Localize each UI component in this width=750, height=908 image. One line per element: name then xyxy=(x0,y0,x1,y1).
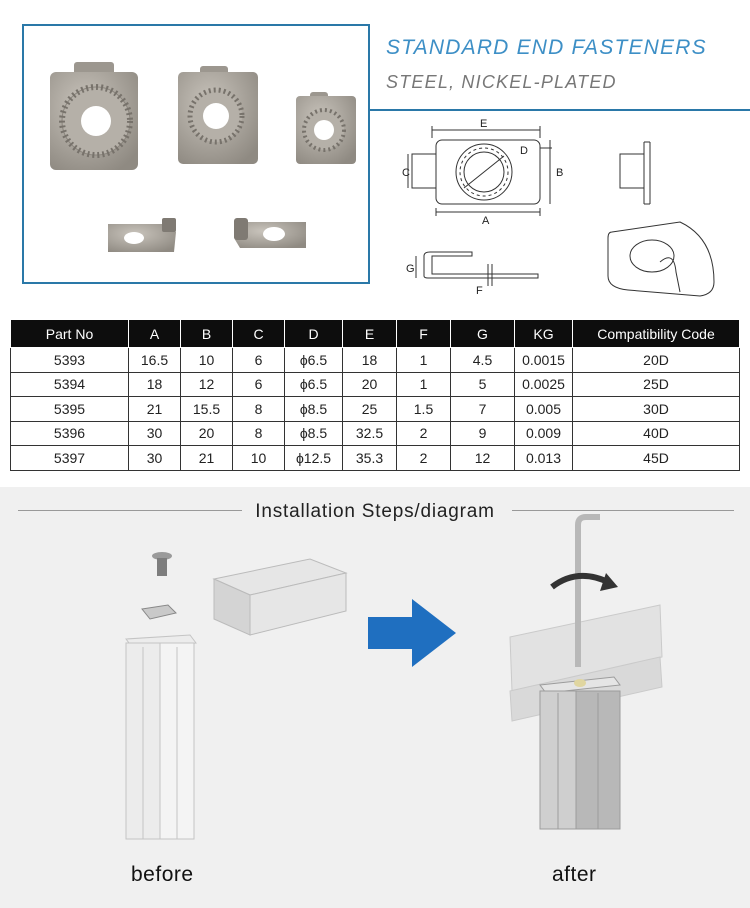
column-header: D xyxy=(285,320,343,348)
table-cell: 5397 xyxy=(11,446,129,471)
table-cell: 18 xyxy=(129,372,181,397)
table-cell: 1 xyxy=(397,348,451,373)
table-cell: 16.5 xyxy=(129,348,181,373)
dim-label-g: G xyxy=(406,263,415,275)
column-header: KG xyxy=(515,320,573,348)
table-cell: 5 xyxy=(451,372,515,397)
table-cell: 6 xyxy=(233,372,285,397)
table-cell: 5395 xyxy=(11,397,129,422)
table-cell: 12 xyxy=(451,446,515,471)
fastener-large-2 xyxy=(178,66,258,164)
table-cell: 30 xyxy=(129,421,181,446)
title-divider xyxy=(370,109,750,111)
after-illustration xyxy=(510,517,662,829)
column-header: Part No xyxy=(11,320,129,348)
table-cell: ϕ8.5 xyxy=(285,421,343,446)
table-cell: 20 xyxy=(343,372,397,397)
table-cell: 45D xyxy=(573,446,740,471)
table-cell: 2 xyxy=(397,421,451,446)
table-cell: 35.3 xyxy=(343,446,397,471)
dim-label-b: B xyxy=(556,167,564,179)
table-cell: 0.0025 xyxy=(515,372,573,397)
column-header: C xyxy=(233,320,285,348)
fastener-photos xyxy=(24,26,368,282)
side-view-drawing xyxy=(620,142,650,204)
table-cell: 7 xyxy=(451,397,515,422)
table-cell: 25 xyxy=(343,397,397,422)
product-title: STANDARD END FASTENERS xyxy=(386,36,707,59)
top-view-drawing xyxy=(408,126,552,216)
product-photo-panel xyxy=(22,24,370,284)
table-cell: 20 xyxy=(181,421,233,446)
table-row xyxy=(11,421,740,446)
table-cell: 40D xyxy=(573,421,740,446)
dim-label-d: D xyxy=(520,145,528,157)
table-cell: 30D xyxy=(573,397,740,422)
table-row xyxy=(11,348,740,373)
table-cell: 21 xyxy=(129,397,181,422)
table-cell: 5394 xyxy=(11,372,129,397)
dim-label-e: E xyxy=(480,118,488,130)
before-caption: before xyxy=(131,863,194,886)
fastener-large-1 xyxy=(50,62,138,170)
table-cell: 6 xyxy=(233,348,285,373)
table-cell: 20D xyxy=(573,348,740,373)
dim-label-a: A xyxy=(482,215,490,227)
table-row xyxy=(11,372,740,397)
isometric-drawing xyxy=(608,222,714,296)
table-cell: 10 xyxy=(233,446,285,471)
profile-drawing xyxy=(416,252,538,286)
table-cell: 32.5 xyxy=(343,421,397,446)
column-header: B xyxy=(181,320,233,348)
fastener-side-1 xyxy=(108,218,176,252)
table-cell: ϕ6.5 xyxy=(285,348,343,373)
table-cell: 12 xyxy=(181,372,233,397)
table-cell: 21 xyxy=(181,446,233,471)
table-cell: 25D xyxy=(573,372,740,397)
table-cell: ϕ6.5 xyxy=(285,372,343,397)
column-header: E xyxy=(343,320,397,348)
table-cell: 30 xyxy=(129,446,181,471)
column-header: Compatibility Code xyxy=(573,320,740,348)
column-header: G xyxy=(451,320,515,348)
fastener-side-2 xyxy=(234,218,306,248)
table-cell: 2 xyxy=(397,446,451,471)
table-cell: 5393 xyxy=(11,348,129,373)
table-cell: 0.013 xyxy=(515,446,573,471)
technical-drawings xyxy=(380,112,740,302)
specifications-table xyxy=(10,319,740,471)
table-row xyxy=(11,446,740,471)
transition-arrow-icon xyxy=(368,599,456,667)
installation-section xyxy=(0,487,750,908)
dim-label-f: F xyxy=(476,285,483,297)
fastener-medium xyxy=(296,92,356,164)
before-illustration xyxy=(126,552,346,839)
table-cell: 4.5 xyxy=(451,348,515,373)
table-cell: 1.5 xyxy=(397,397,451,422)
table-cell: 15.5 xyxy=(181,397,233,422)
table-row xyxy=(11,397,740,422)
installation-illustration xyxy=(0,487,750,908)
table-header-row xyxy=(11,320,740,348)
table-cell: 8 xyxy=(233,421,285,446)
dim-label-c: C xyxy=(402,167,410,179)
table-cell: 9 xyxy=(451,421,515,446)
table-cell: 18 xyxy=(343,348,397,373)
table-cell: 0.009 xyxy=(515,421,573,446)
after-caption: after xyxy=(552,863,597,886)
table-cell: 0.005 xyxy=(515,397,573,422)
table-cell: 1 xyxy=(397,372,451,397)
product-subtitle: STEEL, NICKEL-PLATED xyxy=(386,72,617,92)
table-cell: ϕ12.5 xyxy=(285,446,343,471)
table-cell: 8 xyxy=(233,397,285,422)
column-header: F xyxy=(397,320,451,348)
table-cell: 5396 xyxy=(11,421,129,446)
table-cell: 0.0015 xyxy=(515,348,573,373)
table-cell: ϕ8.5 xyxy=(285,397,343,422)
column-header: A xyxy=(129,320,181,348)
installation-title: Installation Steps/diagram xyxy=(255,501,495,522)
table-cell: 10 xyxy=(181,348,233,373)
